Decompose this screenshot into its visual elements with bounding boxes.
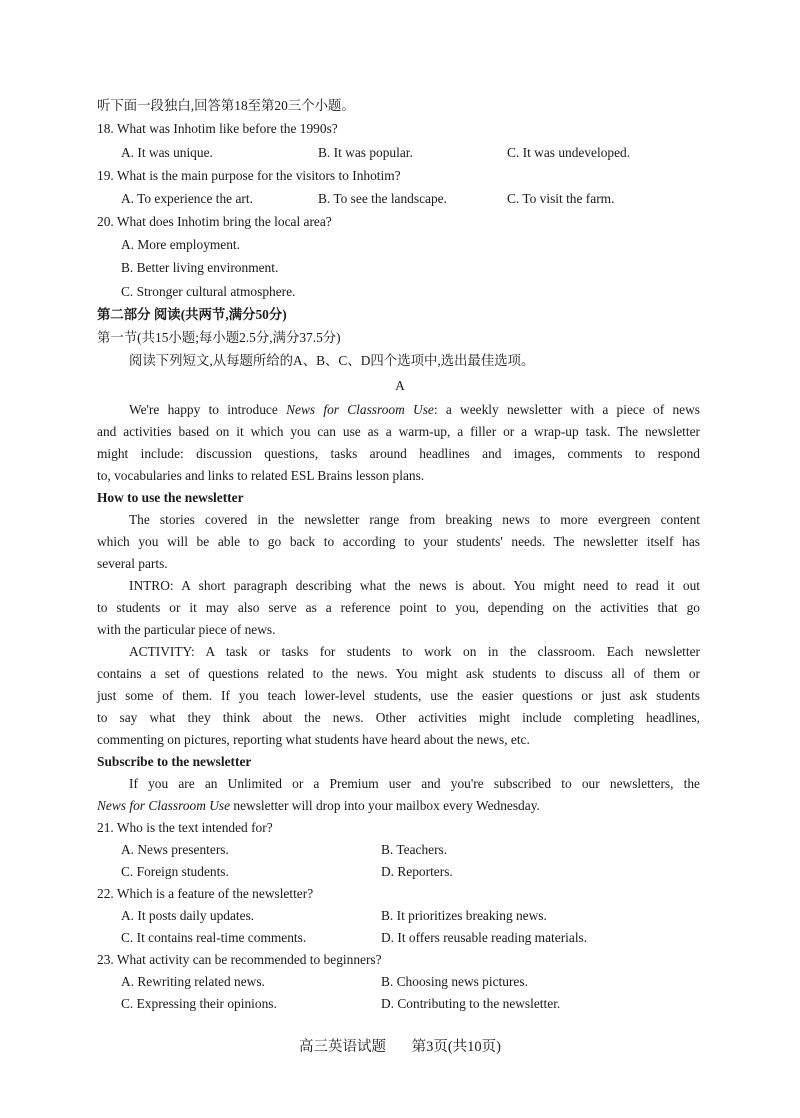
heading-subscribe: Subscribe to the newsletter [97,754,252,769]
page-footer: 高三英语试题 第3页(共10页) [298,1039,502,1055]
how-line-2: which you will be able to go back to according to your students' needs. The newsletter itself has [97,534,700,549]
listening-instruction: 听下面一段独白,回答第18至第20三个小题。 [97,98,355,113]
reading-instruction: 阅读下列短文,从每题所给的A、B、C、D四个选项中,选出最佳选项。 [129,353,535,368]
question-21-stem: 21. Who is the text intended for? [97,820,273,835]
question-21-option-b: B. Teachers. [381,842,448,857]
question-19-stem: 19. What is the main purpose for the visitors to Inhotim? [97,168,401,183]
activity-line-4: to say what they think about the news. Other activities might include completing headlines, [97,710,700,725]
question-23-option-b: B. Choosing news pictures. [381,974,528,989]
question-20-option-a: A. More employment. [121,237,241,252]
passage-label: A [395,378,405,393]
passage-intro-line-4: to, vocabularies and links to related ESL Brains lesson plans. [97,468,425,483]
activity-line-3: just some of them. If you teach lower-level students, use the easier questions or just ask students [97,688,700,703]
question-21-option-c: C. Foreign students. [121,864,229,879]
activity-line-1: ACTIVITY: A task or tasks for students to work on in the classroom. Each newsletter [129,644,700,659]
question-18-option-a: A. It was unique. [121,145,213,160]
subscribe-line-2: News for Classroom Use newsletter will drop into your mailbox every Wednesday. [97,798,540,813]
question-20-option-b: B. Better living environment. [121,260,279,275]
question-20-option-c: C. Stronger cultural atmosphere. [121,284,296,299]
activity-line-5: commenting on pictures, reporting what students have heard about the news, etc. [97,732,530,747]
question-23-option-a: A. Rewriting related news. [121,974,265,989]
reading-part-title: 第二部分 阅读(共两节,满分50分) [97,307,287,322]
question-23-stem: 23. What activity can be recommended to beginners? [97,952,382,967]
question-18-option-c: C. It was undeveloped. [507,145,631,160]
reading-section-title: 第一节(共15小题;每小题2.5分,满分37.5分) [97,330,341,345]
intro-para-line-2: to students or it may also serve as a reference point to you, depending on the activities that go [97,600,700,615]
question-19-option-c: C. To visit the farm. [507,191,615,206]
newsletter-name: News for Classroom Use [286,402,434,417]
how-line-1: The stories covered in the newsletter range from breaking news to more evergreen content [129,512,700,527]
question-22-stem: 22. Which is a feature of the newsletter? [97,886,314,901]
activity-line-2: contains a set of questions related to the news. You might ask students to discuss all of them or [97,666,700,681]
question-19-option-a: A. To experience the art. [121,191,253,206]
question-18-stem: 18. What was Inhotim like before the 1990s? [97,121,338,136]
question-22-option-c: C. It contains real-time comments. [121,930,307,945]
question-19-option-b: B. To see the landscape. [318,191,447,206]
question-22-option-a: A. It posts daily updates. [121,908,255,923]
question-23-option-c: C. Expressing their opinions. [121,996,277,1011]
question-21-option-a: A. News presenters. [121,842,229,857]
question-22-option-b: B. It prioritizes breaking news. [381,908,547,923]
passage-intro-line-3: might include: discussion questions, tasks around headlines and images, comments to respond [97,446,700,461]
question-22-option-d: D. It offers reusable reading materials. [381,930,588,945]
intro-para-line-3: with the particular piece of news. [97,622,276,637]
question-21-option-d: D. Reporters. [381,864,453,879]
passage-intro-line-2: and activities based on it which you can use as a warm-up, a filler or a wrap-up task. The newsletter [97,424,700,439]
heading-how-to-use: How to use the newsletter [97,490,244,505]
intro-para-line-1: INTRO: A short paragraph describing what the news is about. You might need to read it out [129,578,700,593]
question-18-option-b: B. It was popular. [318,145,413,160]
subscribe-line-1: If you are an Unlimited or a Premium user and you're subscribed to our newsletters, the [129,776,700,791]
passage-intro-line-1: We're happy to introduce News for Classroom Use: a weekly newsletter with a piece of news [129,402,700,417]
question-23-option-d: D. Contributing to the newsletter. [381,996,561,1011]
question-20-stem: 20. What does Inhotim bring the local area? [97,214,332,229]
how-line-3: several parts. [97,556,168,571]
